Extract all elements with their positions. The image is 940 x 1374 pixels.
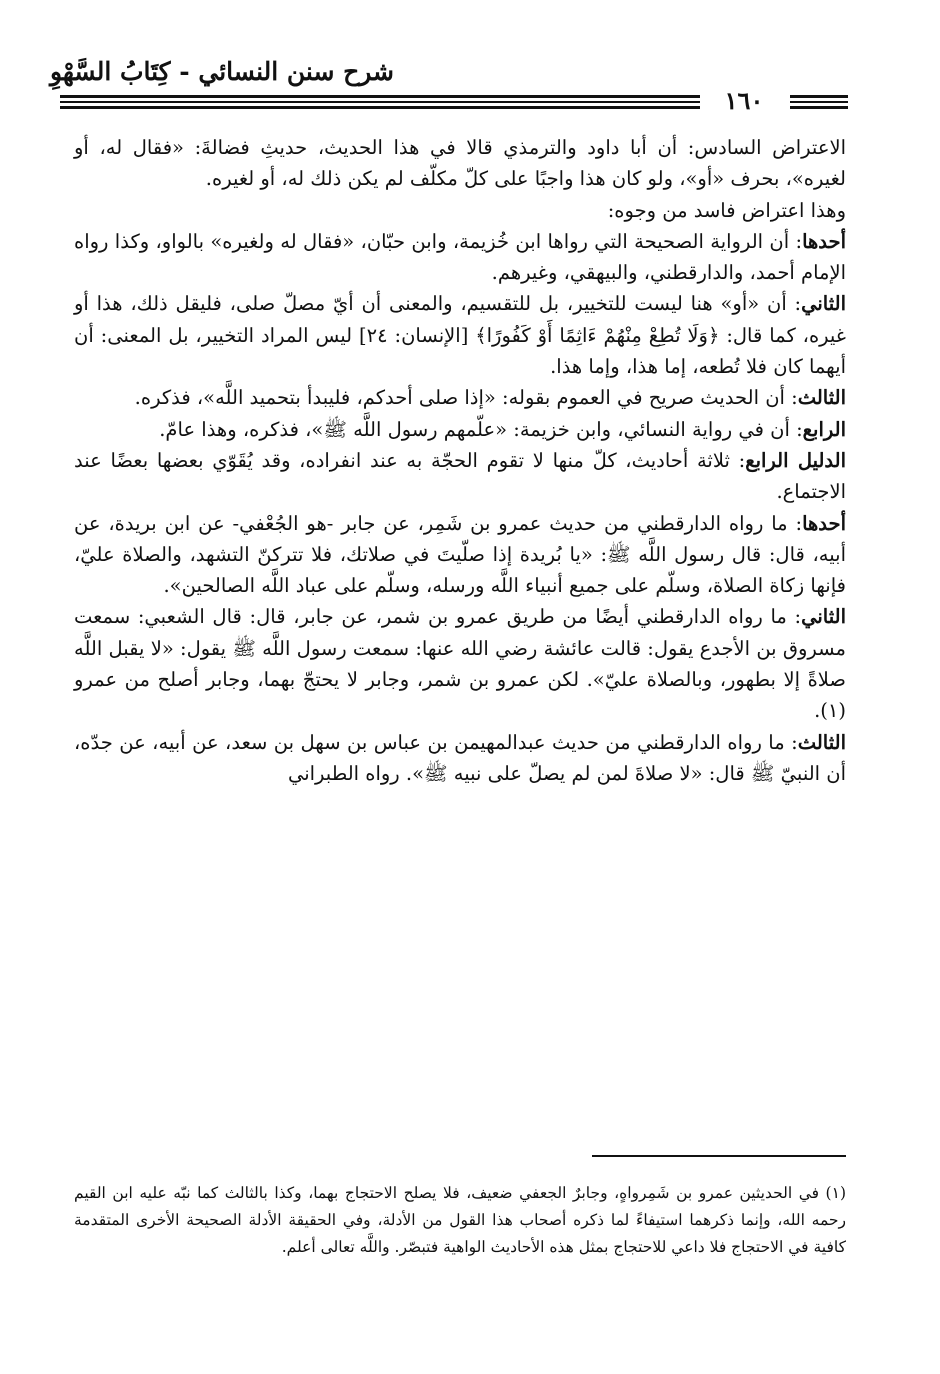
paragraph-text: : ما رواه الدارقطني من حديث عبدالمهيمن بن عباس بن سهل بن سعد، عن أبيه، عن جدّه، أن النبيّ ﷺ قال: «لا صلاةَ لمن لم يصلّ على نبيه ﷺ». رواه الطبراني <box>74 730 846 785</box>
paragraph-lead: الثالث <box>797 730 846 754</box>
paragraph <box>74 445 846 508</box>
paragraph <box>74 132 846 195</box>
paragraph <box>74 195 846 226</box>
paragraph-text: : أن الحديث صريح في العموم بقوله: «إذا صلى أحدكم، فليبدأ بتحميد اللَّه»، فذكره. <box>134 386 798 410</box>
header-rule <box>790 95 848 98</box>
header-rule <box>790 106 848 109</box>
paragraph <box>74 508 846 602</box>
paragraph <box>74 226 846 289</box>
paragraph <box>74 288 846 382</box>
page-number: ١٦٠ <box>724 86 764 115</box>
footnote-rule <box>592 1155 846 1157</box>
paragraph-lead: أحدها <box>802 511 846 535</box>
paragraph-text: : ثلاثة أحاديث، كلّ منها لا تقوم الحجّة به عند انفراده، وقد يُقَوّي بعضها بعضًا عند الاجتماع. <box>74 448 846 504</box>
paragraph <box>74 601 846 726</box>
paragraph-lead: الرابع <box>802 417 846 441</box>
running-title: شرح سنن النسائي - كِتَابُ السَّهْوِ <box>49 57 394 86</box>
header-rule <box>60 101 700 103</box>
paragraph-lead: الثاني <box>801 605 846 629</box>
paragraph-lead: الثالث <box>797 386 846 410</box>
paragraph <box>74 382 846 413</box>
paragraph-text: : أن الرواية الصحيحة التي رواها ابن خُزيمة، وابن حبّان، «فقال له ولغيره» بالواو، وكذا رواه الإمام أحمد، والدارقطني، والبيهقي، وغيرهم. <box>74 229 846 285</box>
footnote: (١) في الحديثين عمرو بن شَمِرواهٍ، وجابرٌ الجعفي ضعيف، فلا يصلح الاحتجاج بهما، وكذا بالثالث كما نبّه عليه ابن القيم رحمه الله، وإنما ذكرهما استيفاءً لما ذكره أصحاب هذا القول من الأدلة، وفي الحقيقة الأدلة الصحيحة الأخرى المتقدمة كافية في الاحتجاج فلا داعي للاحتجاج بمثل هذه الأحاديث الواهية فتبصّر. واللَّه تعالى أعلم. <box>74 1184 846 1256</box>
paragraph-text: : ما رواه الدارقطني أيضًا من طريق عمرو بن شمر، عن جابر، قال: قال الشعبي: سمعت مسروق بن الأجدع يقول: قالت عائشة رضي الله عنها: سمعت رسول اللَّه ﷺ يقول: «لا يقبل اللَّه صلاةً إلا بطهور، وبالصلاة عليّ». لكن عمرو بن شمر، وجابر لا يحتجّ بهما، وجابر أصلح من عمرو (١). <box>74 605 846 723</box>
paragraph-text: الاعتراض السادس: أن أبا داود والترمذي قالا في هذا الحديث، حديثِ فضالةَ: «فقال له، أو لغيره»، بحرف «أو»، ولو كان هذا واجبًا على كلّ مكلّف لم يكن ذلك له، أو لغيره. <box>74 136 846 191</box>
paragraph-text: : أن في رواية النسائي، وابن خزيمة: «علّمهم رسول اللَّه ﷺ»، فذكره، وهذا عامّ. <box>159 417 803 441</box>
header-rule <box>790 101 848 103</box>
paragraph-lead: أحدها <box>802 229 846 253</box>
paragraph <box>74 414 846 445</box>
paragraph-lead: الثاني <box>801 292 846 316</box>
paragraph-text: : ما رواه الدارقطني من حديث عمرو بن شَمِر، عن جابر -هو الجُعْفي- عن ابن بريدة، عن أبيه، قال: قال رسول اللَّه ﷺ: «يا بُريدة إذا صلّيتَ في صلاتك، فلا تتركنّ التشهد، والصلاة عليّ، فإنها زكاة الصلاة، وسلّم على جميع أنبياء اللَّه ورسله، وسلّم على عباد اللَّه الصالحين». <box>74 511 846 598</box>
paragraph-lead: الدليل الرابع <box>745 448 847 472</box>
body-text <box>74 132 846 789</box>
paragraph-text: : أن «أو» هنا ليست للتخيير، بل للتقسيم، والمعنى أن أيّ مصلّ صلى، فليقل ذلك، هذا أو غيره، كما قال: ﴿وَلَا تُطِعْ مِنْهُمْ ءَاثِمًا أَوْ كَفُورًا﴾ [الإنسان: ٢٤] ليس المراد التخيير، بل المعنى: أن أيهما كان فلا تُطعه، إما هذا، وإما هذا. <box>74 292 846 379</box>
paragraph-text: وهذا اعتراض فاسد من وجوه: <box>607 198 846 222</box>
header-rule <box>60 106 700 109</box>
paragraph <box>74 727 846 790</box>
header-rule <box>60 95 700 98</box>
